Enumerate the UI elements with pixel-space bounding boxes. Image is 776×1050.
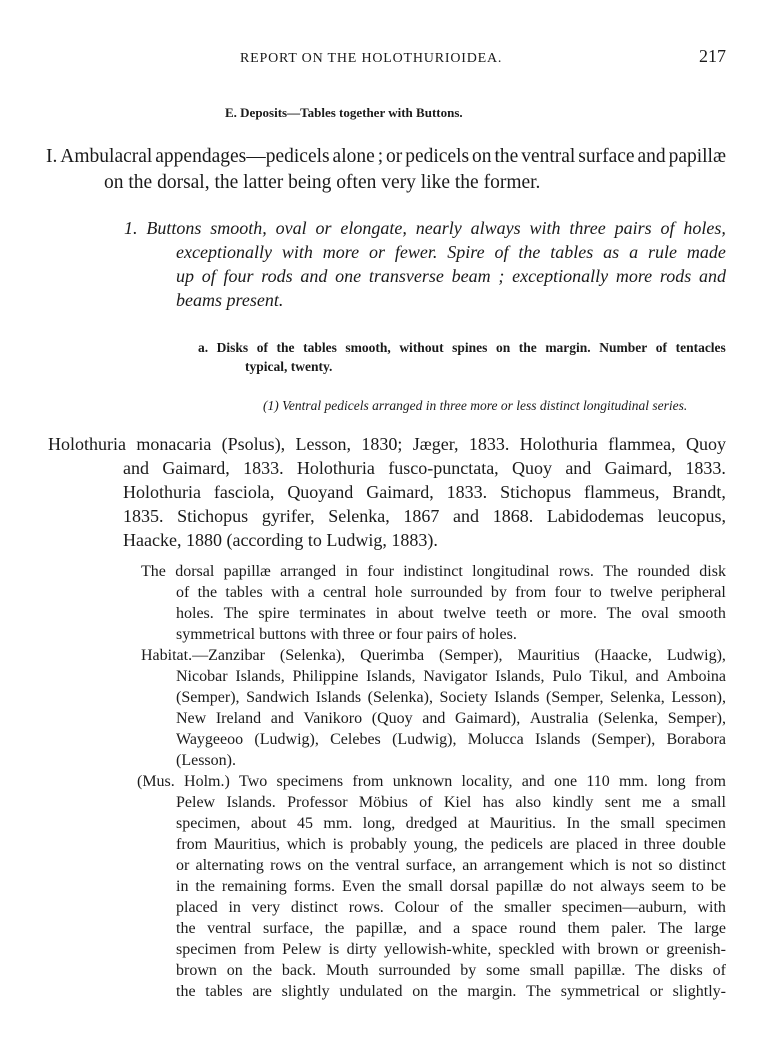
habitat-line-3: (Semper), Sandwich Islands (Selenka), Society Islands (Semper, Selenka, Lesson), [176, 689, 726, 706]
museum-line-11: the tables are slightly undulated on the margin. The symmetrical or slightly- [176, 983, 726, 1000]
museum-line-4: from Mauritius, which is probably young, the pedicels are placed in three double [176, 836, 726, 853]
item-1-line-2: exceptionally with more or fewer. Spire of the tables as a rule made [176, 242, 726, 262]
running-title: REPORT ON THE HOLOTHURIOIDEA. [240, 51, 503, 66]
description-line-1: The dorsal papillæ arranged in four indistinct longitudinal rows. The rounded disk [141, 563, 726, 580]
museum-line-9: specimen from Pelew is dirty yellowish-white, speckled with brown or greenish- [176, 941, 726, 958]
museum-line-1: (Mus. Holm.) Two specimens from unknown locality, and one 110 mm. long from [137, 773, 726, 790]
museum-line-7: placed in very distinct rows. Colour of the smaller specimen—auburn, with [176, 899, 726, 916]
museum-line-5: or alternating rows on the ventral surface, an arrangement which is not so distinct [176, 857, 726, 874]
item-1-line-3: up of four rods and one transverse beam ; exceptionally more rods and [176, 266, 726, 286]
synonymy-line-5: Haacke, 1880 (according to Ludwig, 1883). [123, 530, 438, 550]
page-number: 217 [699, 46, 726, 66]
item-1-line-4: beams present. [176, 290, 284, 310]
section-title: E. Deposits—Tables together with Buttons. [225, 105, 463, 120]
museum-line-10: brown on the back. Mouth surrounded by some small papillæ. The disks of [176, 962, 726, 979]
habitat-line-4: New Ireland and Vanikoro (Quoy and Gaimard), Australia (Selenka, Semper), [176, 710, 726, 727]
item-a-line-1: a. Disks of the tables smooth, without spines on the margin. Number of tentacles [198, 340, 726, 355]
item-1-line-1: 1. Buttons smooth, oval or elongate, nearly always with three pairs of holes, [124, 218, 726, 238]
item-i-line-2: on the dorsal, the latter being often very like the former. [104, 172, 541, 193]
description-line-3: holes. The spire terminates in about twelve teeth or more. The oval smooth [176, 605, 726, 622]
habitat-line-1: Habitat.—Zanzibar (Selenka), Querimba (Semper), Mauritius (Haacke, Ludwig), [141, 647, 726, 664]
synonymy-line-4: 1835. Stichopus gyrifer, Selenka, 1867 and 1868. Labidodemas leucopus, [123, 506, 726, 526]
running-header [240, 46, 726, 67]
habitat-line-5: Waygeeoo (Ludwig), Celebes (Ludwig), Molucca Islands (Semper), Borabora [176, 731, 726, 748]
museum-line-2: Pelew Islands. Professor Möbius of Kiel has also kindly sent me a small [176, 794, 726, 811]
habitat-line-6: (Lesson). [176, 752, 236, 769]
habitat-line-2: Nicobar Islands, Philippine Islands, Navigator Islands, Pulo Tikul, and Amboina [176, 668, 726, 685]
item-i-line-1: I. Ambulacral appendages—pedicels alone ; or pedicels on the ventral surface and papillæ [46, 146, 726, 167]
description-line-2: of the tables with a central hole surrounded by from four to twelve peripheral [176, 584, 726, 601]
description-line-4: symmetrical buttons with three or four pairs of holes. [176, 626, 517, 643]
synonymy-line-2: and Gaimard, 1833. Holothuria fusco-punctata, Quoy and Gaimard, 1833. [123, 458, 726, 478]
museum-line-8: the ventral surface, the papillæ, and a space round them paler. The large [176, 920, 726, 937]
synonymy-line-1: Holothuria monacaria (Psolus), Lesson, 1830; Jæger, 1833. Holothuria flammea, Quoy [48, 434, 726, 454]
synonymy-line-3: Holothuria fasciola, Quoyand Gaimard, 1833. Stichopus flammeus, Brandt, [123, 482, 726, 502]
museum-line-3: specimen, about 45 mm. long, dredged at Mauritius. In the small specimen [176, 815, 726, 832]
item-a-line-2: typical, twenty. [245, 359, 333, 374]
museum-line-6: in the remaining forms. Even the small dorsal papillæ do not always seem to be [176, 878, 726, 895]
item-sub1: (1) Ventral pedicels arranged in three more or less distinct longitudinal series. [263, 398, 688, 413]
